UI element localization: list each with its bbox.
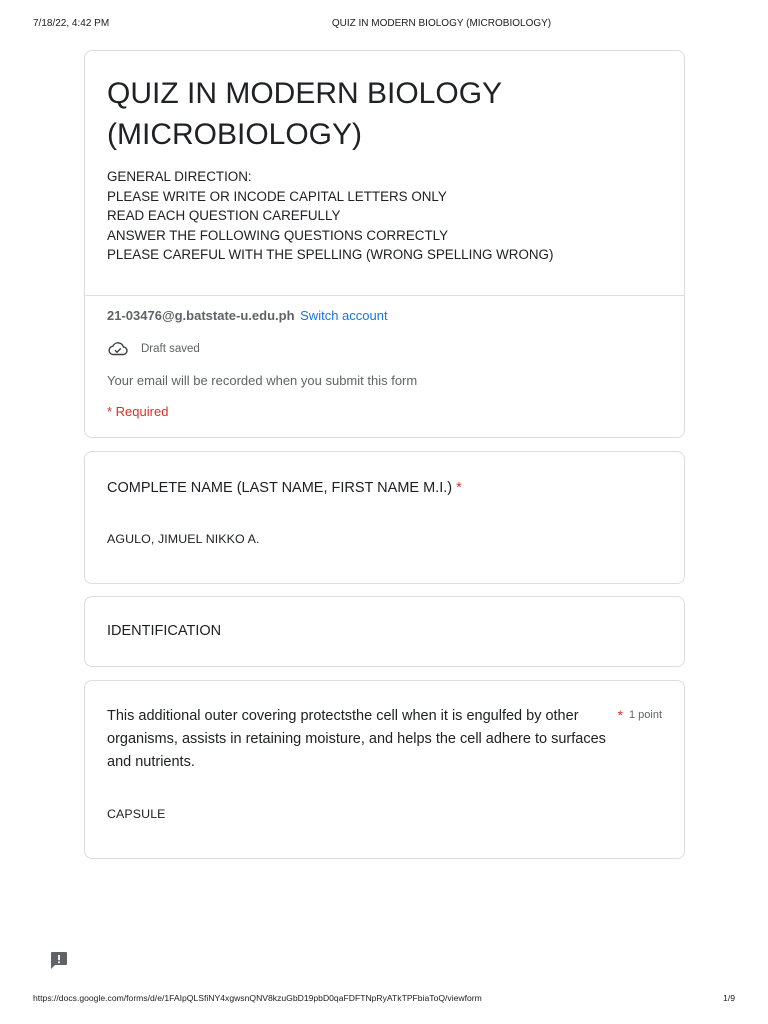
print-header <box>0 18 768 32</box>
print-footer <box>0 993 768 1005</box>
draft-status-text: Draft saved <box>141 343 200 355</box>
form-title-line2: (MICROBIOLOGY) <box>107 118 363 151</box>
answer-text[interactable]: CAPSULE <box>107 807 166 821</box>
question-card-1 <box>84 680 685 859</box>
cloud-check-icon <box>107 340 129 358</box>
form-title-line1: QUIZ IN MODERN BIOLOGY <box>107 77 503 110</box>
form-header-card <box>84 50 685 438</box>
question-title-text: COMPLETE NAME (LAST NAME, FIRST NAME M.I.) <box>107 480 453 496</box>
account-row <box>107 308 388 324</box>
draft-status-row <box>107 340 200 358</box>
report-feedback-icon[interactable] <box>49 950 69 970</box>
email-recorded-note: Your email will be recorded when you submit this form <box>107 373 418 388</box>
print-title: QUIZ IN MODERN BIOLOGY (MICROBIOLOGY) <box>331 18 552 29</box>
question-title <box>107 478 462 498</box>
points-label: 1 point <box>628 709 662 721</box>
required-star: * <box>456 480 462 496</box>
question-meta <box>618 707 662 723</box>
question-card-name <box>84 451 685 584</box>
account-email: 21-03476@g.batstate-u.edu.ph <box>107 308 295 323</box>
page-number: 1/9 <box>723 993 735 1003</box>
print-date: 7/18/22, 4:42 PM <box>33 18 110 29</box>
section-title: IDENTIFICATION <box>107 623 222 639</box>
divider <box>85 295 684 296</box>
page-url: https://docs.google.com/forms/d/e/1FAIpQLSfiNY4xgwsnQNV8kzuGbD19pbD0qaFDFTNpRyATkTPFbiaToQ/viewform <box>33 993 482 1003</box>
question-text: This additional outer covering protectsthe cell when it is engulfed by other organisms, assists in retaining moisture, and helps the cell adhere to surfaces and nutrients. <box>107 708 606 770</box>
required-star: * <box>617 707 623 723</box>
answer-text[interactable]: AGULO, JIMUEL NIKKO A. <box>107 532 260 546</box>
required-note: * Required <box>107 404 169 419</box>
switch-account-link[interactable]: Switch account <box>300 308 388 323</box>
form-description: GENERAL DIRECTION: PLEASE WRITE OR INCODE CAPITAL LETTERS ONLY READ EACH QUESTION CAREFULLY ANSWER THE FOLLOWING QUESTIONS CORRECTLY PLEASE CAREFUL WITH THE SPELLING (WRONG SPELLING WRONG) <box>107 169 554 262</box>
form-title <box>107 73 647 155</box>
section-card-identification <box>84 596 685 667</box>
